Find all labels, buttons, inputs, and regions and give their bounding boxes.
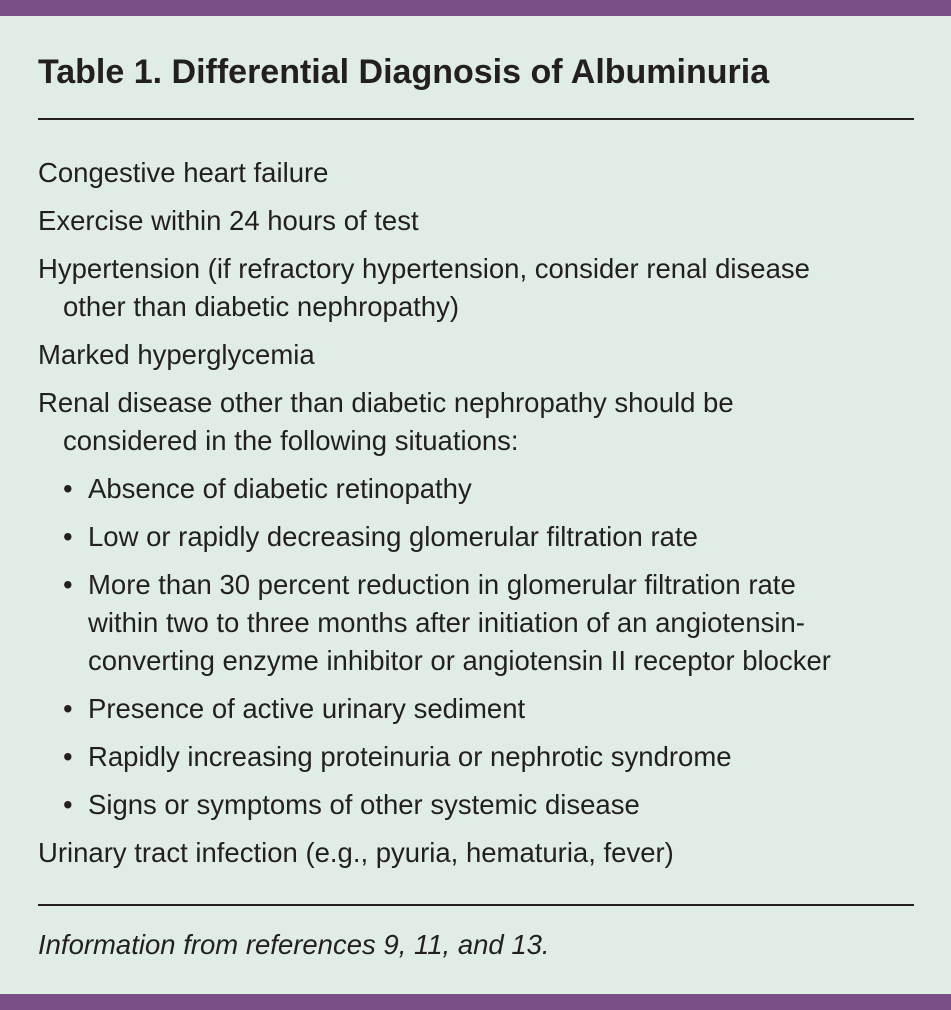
bullet-icon: •: [63, 693, 73, 724]
item-line: other than diabetic nephropathy): [63, 291, 459, 322]
item-line: Urinary tract infection (e.g., pyuria, hematuria, fever): [38, 837, 674, 868]
top-accent-bar: [0, 0, 951, 16]
renal-disease-situations-list: [63, 470, 918, 824]
list-item-renal-disease: [38, 384, 918, 824]
sub-item-line: Rapidly increasing proteinuria or nephrotic syndrome: [88, 741, 732, 772]
sub-item-absence-retinopathy: [63, 470, 918, 508]
bullet-icon: •: [63, 741, 73, 772]
list-item-congestive-heart-failure: [38, 154, 918, 192]
item-line: Hypertension (if refractory hypertension, consider renal disease: [38, 253, 810, 284]
title-divider: [38, 118, 914, 120]
sub-item-line: within two to three months after initiation of an angiotensin-: [88, 607, 805, 638]
sub-item-line: Absence of diabetic retinopathy: [88, 473, 472, 504]
footer-divider: [38, 904, 914, 906]
sub-item-line: Signs or symptoms of other systemic disease: [88, 789, 640, 820]
sub-item-urinary-sediment: [63, 690, 918, 728]
bullet-icon: •: [63, 473, 73, 504]
list-item-urinary-tract-infection: [38, 834, 918, 872]
list-item-hypertension: [38, 250, 918, 326]
sub-item-gfr-reduction: [63, 566, 918, 680]
sub-item-line: More than 30 percent reduction in glomerular filtration rate: [88, 569, 796, 600]
sub-item-systemic-disease: [63, 786, 918, 824]
bullet-icon: •: [63, 521, 73, 552]
sub-item-line: Low or rapidly decreasing glomerular filtration rate: [88, 521, 698, 552]
bullet-icon: •: [63, 569, 73, 600]
item-line: Exercise within 24 hours of test: [38, 205, 419, 236]
item-line: considered in the following situations:: [63, 425, 519, 456]
bullet-icon: •: [63, 789, 73, 820]
list-item-marked-hyperglycemia: [38, 336, 918, 374]
sub-item-line: Presence of active urinary sediment: [88, 693, 526, 724]
item-line: Marked hyperglycemia: [38, 339, 315, 370]
diagnosis-list: [38, 154, 918, 882]
source-note: Information from references 9, 11, and 13.: [38, 929, 550, 960]
sub-item-low-gfr: [63, 518, 918, 556]
item-line: Renal disease other than diabetic nephropathy should be: [38, 387, 734, 418]
bottom-accent-bar: [0, 994, 951, 1010]
table-title: Table 1. Differential Diagnosis of Albuminuria: [38, 53, 770, 91]
sub-item-line: converting enzyme inhibitor or angiotensin II receptor blocker: [88, 645, 831, 676]
sub-item-proteinuria: [63, 738, 918, 776]
list-item-exercise: [38, 202, 918, 240]
item-line: Congestive heart failure: [38, 157, 329, 188]
